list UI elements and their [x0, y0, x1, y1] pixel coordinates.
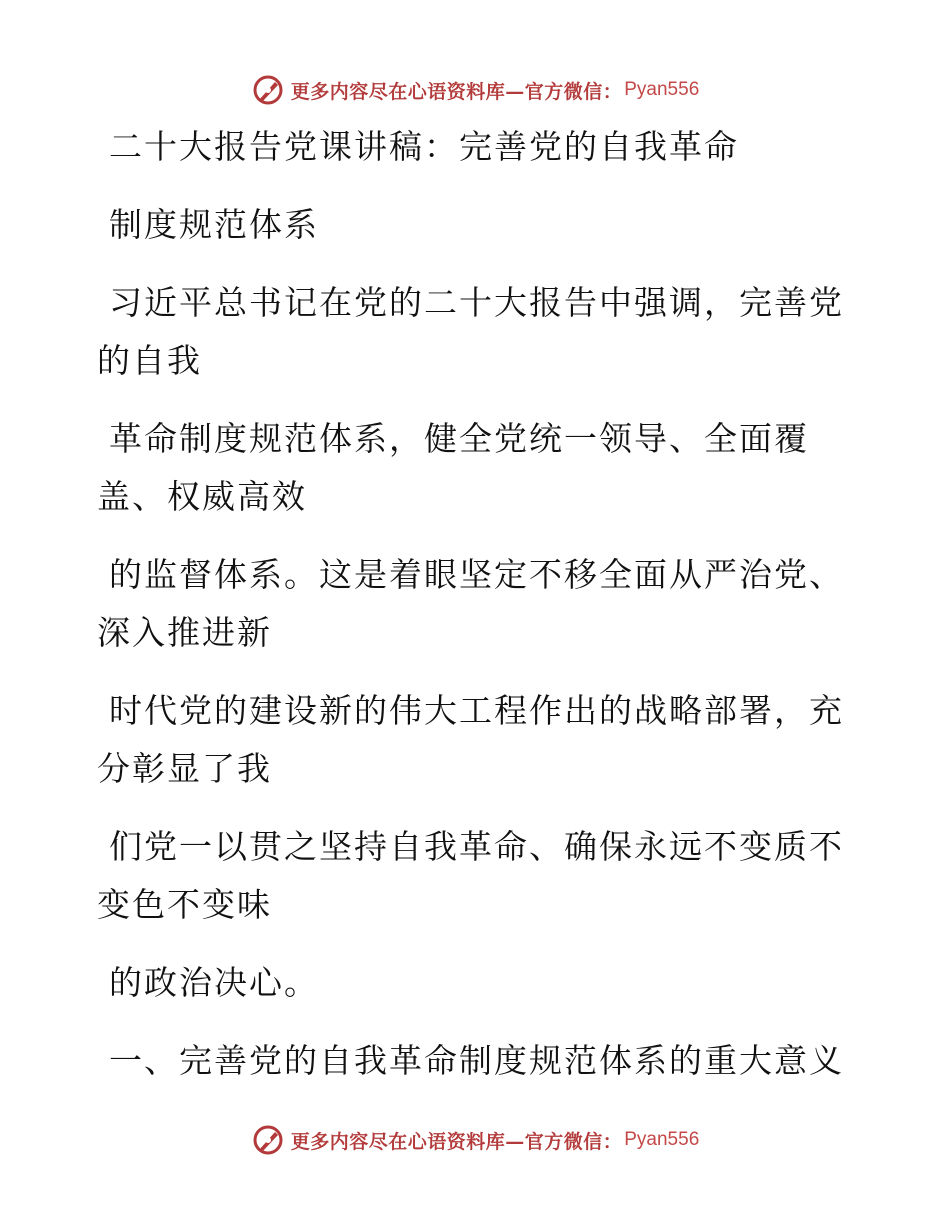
watermark-wechat-id: Pyan556 — [624, 1129, 700, 1150]
paragraph-line: 时代党的建设新的伟大工程作出的战略部署，充 — [109, 691, 844, 730]
document-body — [97, 118, 844, 1090]
paragraph-line: 们党一以贯之坚持自我革命、确保永远不变质不 — [109, 827, 844, 866]
footer-watermark — [0, 1120, 950, 1160]
watermark-wechat-id: Pyan556 — [624, 79, 700, 100]
quill-logo-icon — [251, 1123, 285, 1157]
quill-logo-icon — [251, 73, 285, 107]
watermark-text: 更多内容尽在心语资料库—官方微信： — [290, 80, 623, 103]
paragraph-line: 盖、权威高效 — [97, 477, 307, 516]
section-heading: 一、完善党的自我革命制度规范体系的重大意义 — [109, 1041, 844, 1080]
paragraph-line: 的政治决心。 — [109, 963, 319, 1002]
paragraph-line: 的自我 — [97, 341, 202, 380]
watermark-text: 更多内容尽在心语资料库—官方微信： — [290, 1130, 623, 1153]
paragraph-line: 革命制度规范体系，健全党统一领导、全面覆 — [109, 419, 809, 458]
paragraph-line: 深入推进新 — [97, 613, 272, 652]
doc-title-line-1: 二十大报告党课讲稿：完善党的自我革命 — [109, 127, 739, 166]
header-watermark — [0, 70, 950, 110]
paragraph-line: 的监督体系。这是着眼坚定不移全面从严治党、 — [109, 555, 844, 594]
paragraph-line: 分彰显了我 — [97, 749, 272, 788]
paragraph-line: 变色不变味 — [97, 885, 272, 924]
doc-title-line-2: 制度规范体系 — [109, 205, 319, 244]
paragraph-line: 习近平总书记在党的二十大报告中强调，完善党 — [109, 283, 844, 322]
